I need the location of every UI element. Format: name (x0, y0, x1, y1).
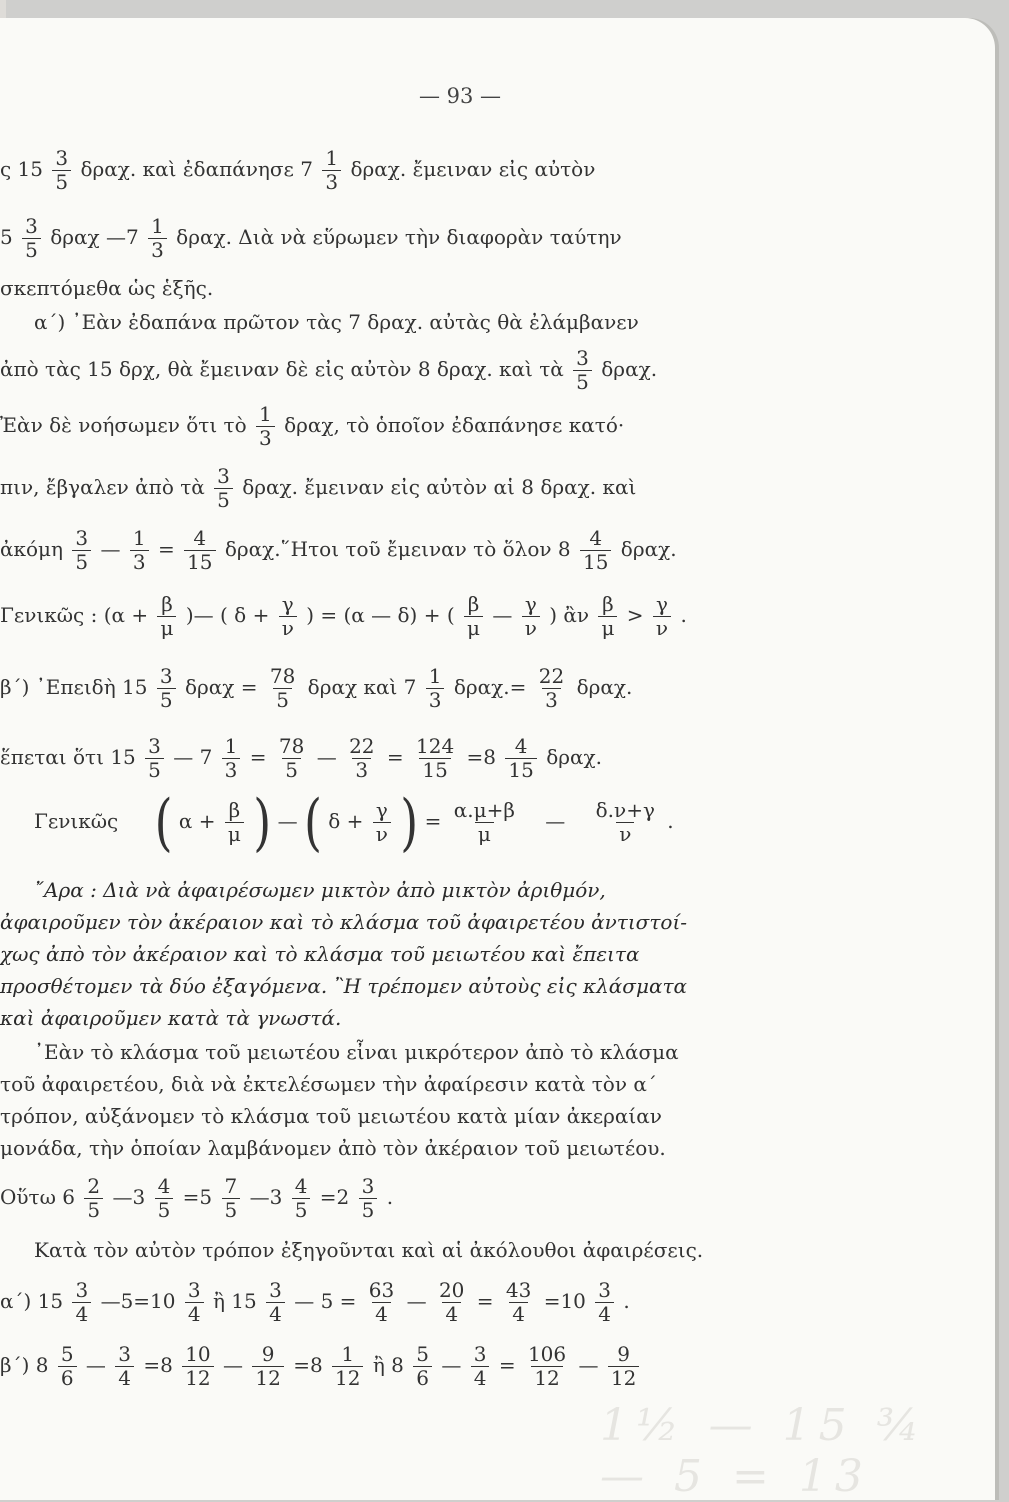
text: — (100, 537, 121, 561)
para-line-2: τοῦ ἀφαιρετέου, διὰ νὰ ἐκτελέσωμεν τὴν ἀφαίρεσιν κατὰ τὸν α΄ (0, 1072, 657, 1096)
text: β΄) ᾿Επειδὴ 15 (0, 675, 148, 699)
fraction: $\frac{124}{15}$ (416, 734, 455, 782)
text: δραχ. καὶ ἐδαπάνησε 7 (80, 157, 313, 181)
rule-line-3: χως ἀπὸ τὸν ἀκέραιον καὶ τὸ κλάσμα τοῦ μειωτέου καὶ ἔπειτα (0, 942, 640, 966)
text: — (277, 809, 298, 833)
text: =8 (466, 745, 497, 769)
text: ἢ 8 (372, 1353, 404, 1377)
text: — (545, 809, 566, 833)
rule-line-2: ἀφαιροῦμεν τὸν ἀκέραιον καὶ τὸ κλάσμα τοῦ ἀφαιρετέου ἀντιστοί- (0, 910, 688, 934)
text-line-4: α΄) ᾿Εὰν ἐδαπάνα πρῶτον τὰς 7 δραχ. αὐτὰς θὰ ἐλάμβανεν (34, 310, 639, 334)
text: — 5 = (294, 1289, 357, 1313)
text-line-2 (0, 216, 622, 261)
text: —5=10 (100, 1289, 176, 1313)
para-line-3: τρόπον, αὐξάνομεν τὸ κλάσμα τοῦ μειωτέου κατὰ μίαν ἀκεραίαν (0, 1104, 662, 1128)
fraction: $\frac{1}{3}$ (130, 528, 149, 573)
text: =5 (182, 1185, 213, 1209)
text: — (441, 1353, 462, 1377)
text: δραχ.῞Ητοι τοῦ ἔμειναν τὸ ὅλον 8 (224, 537, 571, 561)
fraction: $\frac{1}{3}$ (322, 148, 341, 193)
fraction: $\frac{3}{5}$ (22, 216, 41, 261)
fraction: $\frac{3}{5}$ (72, 528, 91, 573)
text-line-3: σκεπτόμεθα ὡς ἑξῆς. (0, 276, 214, 300)
fraction: $\frac{\gamma}{\nu}$ (522, 594, 540, 639)
rule-line-4: προσθέτομεν τὰ δύο ἐξαγόμενα. ῍Η τρέπομεν αὐτοὺς εἰς κλάσματα (0, 974, 688, 998)
fraction: $\frac{106}{12}$ (527, 1342, 567, 1390)
paren: ) (400, 785, 419, 859)
fraction: $\frac{\gamma}{\nu}$ (279, 594, 297, 639)
fraction: $\frac{4}{15}$ (580, 528, 611, 573)
text: —3 (249, 1185, 283, 1209)
text: α΄) 15 (0, 1289, 64, 1313)
paren: ( (154, 785, 173, 859)
fraction: $\frac{3}{4}$ (471, 1344, 490, 1389)
fraction: $\frac{63}{4}$ (368, 1278, 395, 1326)
text: δραχ. ἔμειναν εἰς αὐτὸν αἱ 8 δραχ. καὶ (242, 475, 637, 499)
fraction: $\frac{1}{12}$ (332, 1344, 363, 1389)
text: =2 (319, 1185, 350, 1209)
text: = (249, 745, 267, 769)
text-line-5 (0, 348, 657, 393)
text: ) ἂν (549, 603, 590, 627)
fraction: $\frac{\gamma}{\nu}$ (373, 800, 391, 845)
fraction: $\frac{43}{4}$ (505, 1278, 532, 1326)
paren: ( (303, 785, 322, 859)
text-line-10 (0, 666, 632, 711)
fraction: $\frac{\alpha.\mu+\beta}{\mu}$ (453, 798, 515, 846)
text: — (223, 1353, 244, 1377)
text: δραχ, τὸ ὁποῖον ἐδαπάνησε κατό· (284, 413, 625, 437)
example-line-1 (0, 1176, 393, 1221)
text: ἀπὸ τὰς 15 δρχ, θὰ ἔμειναν δὲ εἰς αὐτὸν 8 δραχ. καὶ τὰ (0, 357, 564, 381)
fraction: $\frac{3}{5}$ (145, 736, 164, 781)
text-line-7 (0, 466, 636, 511)
fraction: $\frac{3}{4}$ (595, 1280, 614, 1325)
fraction: $\frac{78}{5}$ (269, 664, 296, 712)
text: = (498, 1353, 516, 1377)
fraction: $\frac{9}{12}$ (252, 1344, 283, 1389)
text: )— ( δ + (185, 603, 270, 627)
text: — (316, 745, 337, 769)
text: — (492, 603, 513, 627)
text: = (476, 1289, 494, 1313)
fraction: $\frac{3}{5}$ (359, 1176, 378, 1221)
text-line-6 (0, 404, 624, 449)
text: δ + (328, 809, 364, 833)
text: = (157, 537, 175, 561)
text: =10 (543, 1289, 586, 1313)
text: — (578, 1353, 599, 1377)
text: = (424, 809, 442, 833)
fraction: $\frac{22}{3}$ (538, 664, 565, 712)
fraction: $\frac{78}{5}$ (278, 734, 305, 782)
text: Γενικῶς (34, 809, 119, 833)
fraction: $\frac{5}{6}$ (413, 1344, 432, 1389)
fraction: $\frac{\gamma}{\nu}$ (653, 594, 671, 639)
text: =8 (293, 1353, 323, 1377)
fraction: $\frac{3}{4}$ (266, 1280, 285, 1325)
text-line-8 (0, 528, 677, 573)
text-line-12 (34, 785, 674, 859)
text: . (386, 1185, 394, 1209)
text: . (623, 1289, 630, 1313)
text: β΄) 8 (0, 1353, 49, 1377)
page-number: — 93 — (418, 84, 502, 108)
fraction: $\frac{3}{5}$ (573, 348, 592, 393)
text: — (85, 1353, 106, 1377)
text: ) = (α — δ) + ( (306, 603, 455, 627)
para-line-1: ᾿Εὰν τὸ κλάσμα τοῦ μειωτέου εἶναι μικρότερον ἀπὸ τὸ κλάσμα (34, 1040, 679, 1064)
paren: ) (253, 785, 272, 859)
text: δραχ. ἔμειναν εἰς αὐτὸν (350, 157, 596, 181)
fraction: $\frac{9}{12}$ (608, 1344, 639, 1389)
text: ς 15 (0, 157, 44, 181)
text: α + (178, 809, 216, 833)
fraction: $\frac{1}{3}$ (148, 216, 167, 261)
fraction: $\frac{4}{15}$ (184, 528, 215, 573)
fraction: $\frac{10}{12}$ (182, 1344, 213, 1389)
fraction: $\frac{3}{4}$ (72, 1280, 91, 1325)
text: 5 (0, 225, 13, 249)
fraction: $\frac{\beta}{\mu}$ (225, 800, 244, 845)
fraction: $\frac{7}{5}$ (222, 1176, 241, 1221)
fraction: $\frac{4}{15}$ (505, 736, 536, 781)
fraction: $\frac{3}{4}$ (115, 1344, 134, 1389)
text: δραχ. (576, 675, 633, 699)
bleed-through-handwriting: 1½ — 15 ¾ — 5 = 13 (600, 1400, 928, 1502)
fraction: $\frac{\beta}{\mu}$ (464, 594, 483, 639)
text-line-9 (0, 594, 687, 639)
text: > (626, 603, 644, 627)
example-line-3 (0, 1344, 642, 1389)
text: . (667, 809, 674, 833)
text: — (406, 1289, 427, 1313)
fraction: $\frac{4}{5}$ (292, 1176, 311, 1221)
fraction: $\frac{4}{5}$ (155, 1176, 174, 1221)
text: δραχ. Διὰ νὰ εὕρωμεν τὴν διαφορὰν ταύτην (176, 225, 622, 249)
text: =8 (143, 1353, 173, 1377)
text: — 7 (173, 745, 213, 769)
text: = (386, 745, 404, 769)
para-line-4: μονάδα, τὴν ὁποίαν λαμβάνομεν ἀπὸ τὸν ἀκέραιον τοῦ μειωτέου. (0, 1136, 666, 1160)
fraction: $\frac{2}{5}$ (84, 1176, 103, 1221)
fraction: $\frac{1}{3}$ (222, 736, 241, 781)
fraction: $\frac{5}{6}$ (58, 1344, 77, 1389)
rule-line-5: καὶ ἀφαιροῦμεν κατὰ τὰ γνωστά. (0, 1006, 342, 1030)
text: δραχ.= (453, 675, 527, 699)
text: πιν, ἔβγαλεν ἀπὸ τὰ (0, 475, 205, 499)
fraction: $\frac{1}{3}$ (256, 404, 275, 449)
text-line-11 (0, 736, 602, 781)
fraction: $\frac{22}{3}$ (349, 734, 375, 782)
text: ἀκόμη (0, 537, 64, 561)
text: . (680, 603, 687, 627)
fraction: $\frac{\beta}{\mu}$ (157, 594, 176, 639)
fraction: $\frac{3}{5}$ (52, 148, 71, 193)
rule-line-1: ῎Αρα : Διὰ νὰ ἀφαιρέσωμεν μικτὸν ἀπὸ μικτὸν ἀριθμόν, (34, 878, 606, 902)
fraction: $\frac{20}{4}$ (438, 1278, 465, 1326)
text: Ἐὰν δὲ νοήσωμεν ὅτι τὸ (0, 413, 247, 437)
fraction: $\frac{\delta.\nu+\gamma}{\nu}$ (595, 798, 655, 846)
text: δραχ. (620, 537, 677, 561)
fraction: $\frac{1}{3}$ (426, 666, 445, 711)
example-line-2 (0, 1280, 630, 1325)
text: ἢ 15 (212, 1289, 257, 1313)
text: δραχ = (184, 675, 258, 699)
text: Οὕτω 6 (0, 1185, 76, 1209)
text: Γενικῶς : (α + (0, 603, 149, 627)
text: δραχ. (546, 745, 602, 769)
text: —3 (112, 1185, 146, 1209)
fraction: $\frac{3}{4}$ (185, 1280, 204, 1325)
fraction: $\frac{\beta}{\mu}$ (598, 594, 617, 639)
text: δραχ —7 (50, 225, 139, 249)
text-line-1 (0, 148, 595, 193)
text-line-kata: Κατὰ τὸν αὐτὸν τρόπον ἐξηγοῦνται καὶ αἱ ἀκόλουθοι ἀφαιρέσεις. (34, 1238, 704, 1262)
text: ἕπεται ὅτι 15 (0, 745, 136, 769)
text: δραχ. (601, 357, 658, 381)
text: δραχ καὶ 7 (307, 675, 417, 699)
fraction: $\frac{3}{5}$ (157, 666, 176, 711)
fraction: $\frac{3}{5}$ (214, 466, 233, 511)
